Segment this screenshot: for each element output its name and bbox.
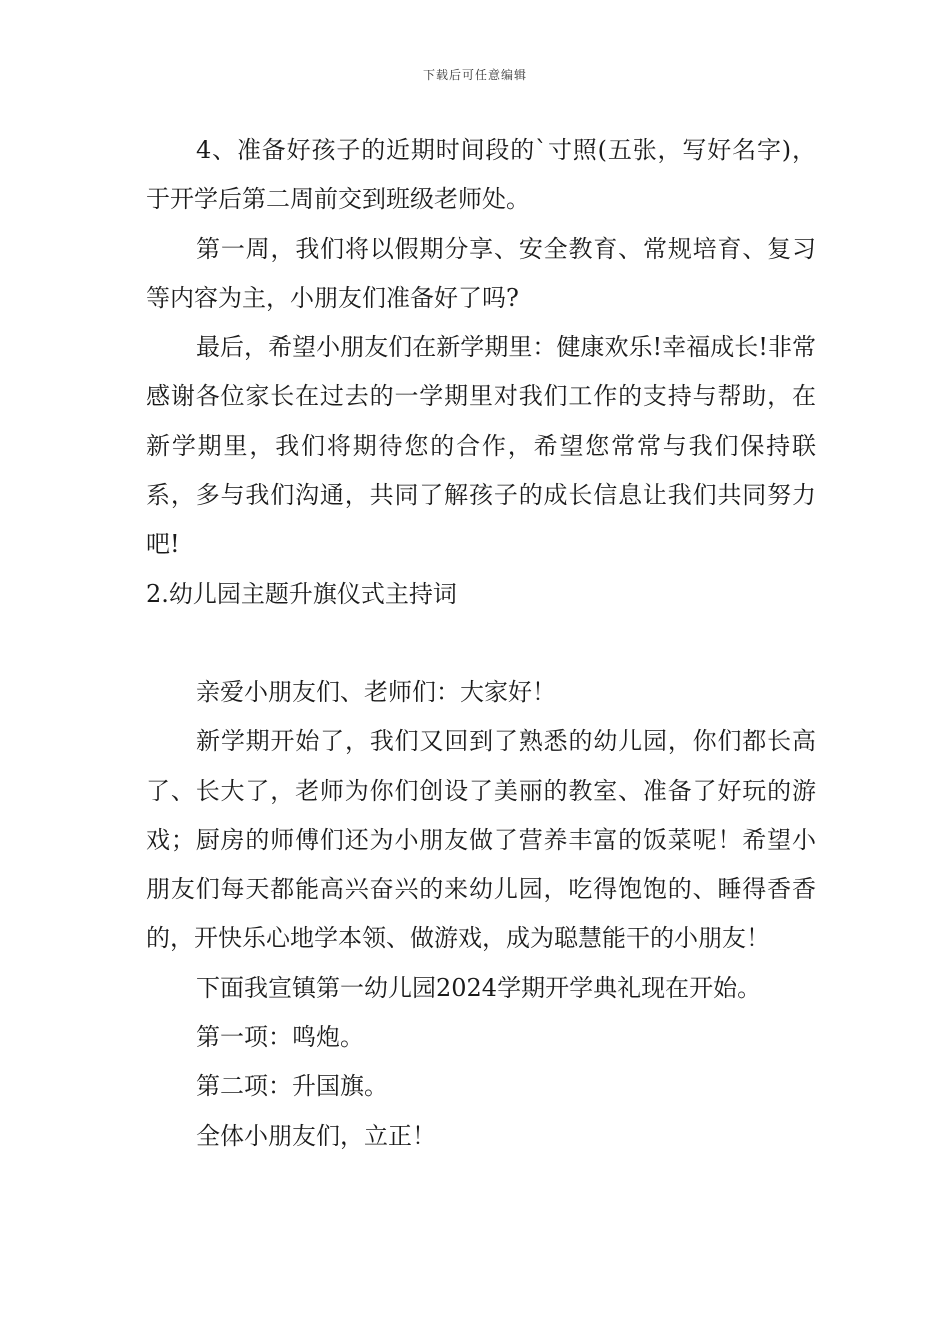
paragraph-item-two: 第二项：升国旗。	[196, 1072, 388, 1101]
paragraph-ceremony-start: 下面我宣镇第一幼儿园2024学期开学典礼现在开始。	[196, 973, 762, 1002]
paragraph-greeting: 亲爱小朋友们、老师们：大家好！	[196, 677, 556, 706]
paragraph-item-one: 第一项：鸣炮。	[196, 1023, 364, 1052]
document-body	[146, 126, 816, 1161]
paragraph-new-semester: 新学期开始了，我们又回到了熟悉的幼儿园，你们都长高了、长大了，老师为你们创设了美丽的教室、准备了好玩的游戏；厨房的师傅们还为小朋友做了营养丰富的饭菜呢！希望小朋友们每天都能高兴奋兴的来幼儿园，吃得饱饱的、睡得香香的，开快乐心地学本领、做游戏，成为聪慧能干的小朋友！	[146, 727, 816, 953]
paragraph-first-week: 第一周，我们将以假期分享、安全教育、常规培育、复习等内容为主，小朋友们准备好了吗?	[146, 234, 816, 312]
blank-line	[146, 619, 816, 668]
paragraph-photo-instruction: 4、准备好孩子的近期时间段的`寸照(五张，写好名字)，于开学后第二周前交到班级老师处。	[146, 136, 816, 214]
paragraph-stand-attention: 全体小朋友们，立正！	[196, 1121, 436, 1150]
paragraph-closing-wishes: 最后，希望小朋友们在新学期里：健康欢乐!幸福成长!非常感谢各位家长在过去的一学期里对我们工作的支持与帮助，在新学期里，我们将期待您的合作，希望您常常与我们保持联系，多与我们沟通，共同了解孩子的成长信息让我们共同努力吧!	[146, 333, 816, 559]
page-header-note: 下载后可任意编辑	[422, 68, 527, 82]
section-heading: 2.幼儿园主题升旗仪式主持词	[146, 579, 457, 608]
